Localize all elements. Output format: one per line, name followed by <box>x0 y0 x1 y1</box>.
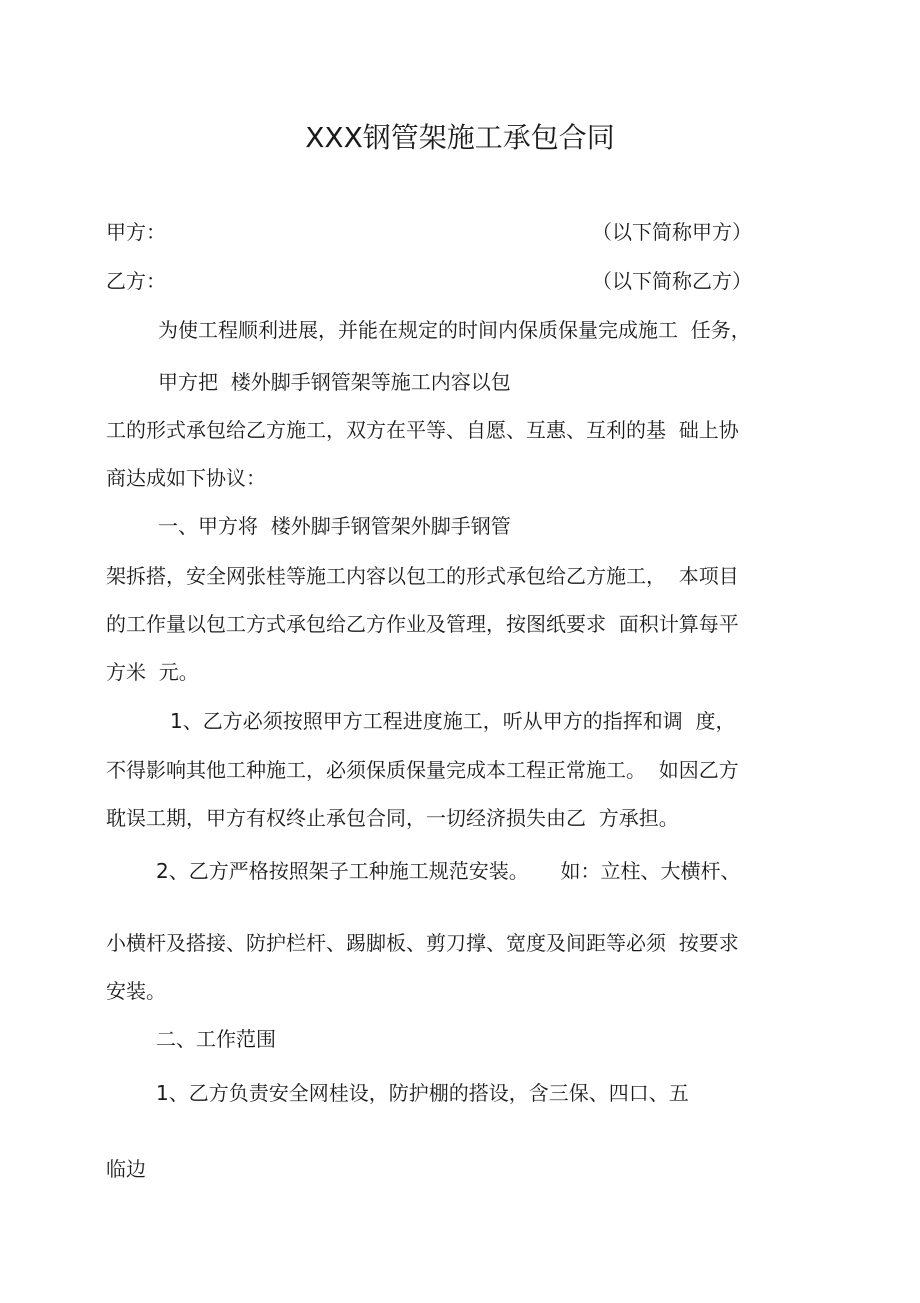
clause-line: 2、乙方严格按照架子工种施工规范安装。 如：立柱、大横杆、 <box>156 859 741 883</box>
body-line: 方米 元。 <box>106 660 199 684</box>
party-b-note: （以下简称乙方） <box>592 269 752 293</box>
body-line: 工的形式承包给乙方施工，双方在平等、自愿、互惠、互利的基 础上协 <box>106 418 739 442</box>
body-line: 临边 <box>106 1157 146 1181</box>
party-a-note: （以下简称甲方） <box>592 220 752 244</box>
body-line: 甲方把 楼外脚手钢管架等施工内容以包 <box>158 370 511 394</box>
contract-title: XXX钢管架施工承包合同 <box>305 121 615 154</box>
section-heading: 一、甲方将 楼外脚手钢管架外脚手钢管 <box>158 514 511 538</box>
party-b-label: 乙方： <box>106 269 166 293</box>
party-a-label: 甲方： <box>106 220 166 244</box>
body-line: 商达成如下协议： <box>106 466 266 490</box>
body-line: 架拆搭，安全网张桂等施工内容以包工的形式承包给乙方施工， 本项目 <box>106 564 739 588</box>
body-line: 为使工程顺利进展，并能在规定的时间内保质保量完成施工 任务， <box>158 318 751 342</box>
section-heading: 二、工作范围 <box>156 1027 276 1051</box>
body-line: 小横杆及搭接、防护栏杆、踢脚板、剪刀撑、宽度及间距等必须 按要求 <box>106 931 739 955</box>
clause-line: 1、乙方必须按照甲方工程进度施工，听从甲方的指挥和调 度， <box>170 709 736 733</box>
clause-line: 1、乙方负责安全网桂设，防护棚的搭设，含三保、四口、五 <box>156 1081 689 1105</box>
body-line: 耽误工期，甲方有权终止承包合同，一切经济损失由乙 方承担。 <box>106 806 679 830</box>
body-line: 的工作量以包工方式承包给乙方作业及管理，按图纸要求 面积计算每平 <box>106 612 739 636</box>
body-line: 不得影响其他工种施工，必须保质保量完成本工程正常施工。 如因乙方 <box>106 758 739 782</box>
body-line: 安装。 <box>106 979 166 1003</box>
